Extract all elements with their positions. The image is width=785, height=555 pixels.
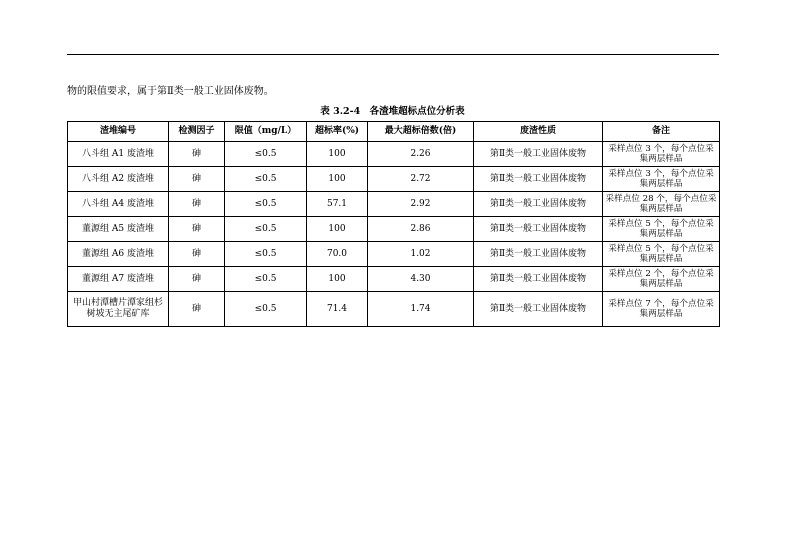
remark-cell: 采样点位 3 个，每个点位采集两层样品 [603,142,720,167]
limit-cell: ≤0.5 [225,267,307,292]
column-header: 超标率(%) [307,122,368,142]
remark-cell: 采样点位 3 个，每个点位采集两层样品 [603,167,720,192]
factor-cell: 砷 [169,242,225,267]
table-row [68,242,720,267]
waste-type-cell: 第Ⅱ类一般工业固体废物 [474,292,603,327]
max-multiple-cell: 2.92 [368,192,474,217]
column-header: 渣堆编号 [68,122,169,142]
limit-cell: ≤0.5 [225,167,307,192]
column-header: 最大超标倍数(倍) [368,122,474,142]
table-row [68,267,720,292]
factor-cell: 砷 [169,292,225,327]
remark-cell: 采样点位 2 个，每个点位采集两层样品 [603,267,720,292]
max-multiple-cell: 1.02 [368,242,474,267]
factor-cell: 砷 [169,167,225,192]
remark-cell: 采样点位 7 个，每个点位采集两层样品 [603,292,720,327]
table-row [68,217,720,242]
pile-id-cell: 八斗组 A2 废渣堆 [68,167,169,192]
exceedance-rate-cell: 70.0 [307,242,368,267]
column-header: 废渣性质 [474,122,603,142]
limit-cell: ≤0.5 [225,242,307,267]
pile-id-cell: 八斗组 A1 废渣堆 [68,142,169,167]
max-multiple-cell: 4.30 [368,267,474,292]
column-header: 备注 [603,122,720,142]
table-row [68,192,720,217]
max-multiple-cell: 2.72 [368,167,474,192]
pile-id-cell: 董源组 A7 废渣堆 [68,267,169,292]
table-row [68,292,720,327]
exceedance-rate-cell: 100 [307,267,368,292]
pile-id-cell: 八斗组 A4 废渣堆 [68,192,169,217]
factor-cell: 砷 [169,142,225,167]
remark-cell: 采样点位 5 个，每个点位采集两层样品 [603,242,720,267]
exceedance-rate-cell: 100 [307,217,368,242]
column-header: 限值（mg/L） [225,122,307,142]
waste-type-cell: 第Ⅱ类一般工业固体废物 [474,192,603,217]
max-multiple-cell: 1.74 [368,292,474,327]
table-header-row [68,122,720,142]
remark-cell: 采样点位 5 个，每个点位采集两层样品 [603,217,720,242]
exceedance-rate-cell: 57.1 [307,192,368,217]
limit-cell: ≤0.5 [225,292,307,327]
pile-id-cell: 甲山村潭槽片潭家组杉树坡无主尾矿库 [68,292,169,327]
max-multiple-cell: 2.86 [368,217,474,242]
exceedance-rate-cell: 71.4 [307,292,368,327]
factor-cell: 砷 [169,192,225,217]
factor-cell: 砷 [169,267,225,292]
waste-type-cell: 第Ⅱ类一般工业固体废物 [474,142,603,167]
waste-type-cell: 第Ⅱ类一般工业固体废物 [474,242,603,267]
exceedance-rate-cell: 100 [307,142,368,167]
waste-type-cell: 第Ⅱ类一般工业固体废物 [474,167,603,192]
waste-type-cell: 第Ⅱ类一般工业固体废物 [474,217,603,242]
header-rule [67,54,719,55]
max-multiple-cell: 2.26 [368,142,474,167]
intro-paragraph: 物的限值要求，属于第Ⅱ类一般工业固体废物。 [67,86,274,97]
limit-cell: ≤0.5 [225,217,307,242]
table-row [68,167,720,192]
table-caption: 表 3.2-4 各渣堆超标点位分析表 [320,106,465,117]
column-header: 检测因子 [169,122,225,142]
exceedance-table [67,121,720,327]
pile-id-cell: 董源组 A5 废渣堆 [68,217,169,242]
waste-type-cell: 第Ⅱ类一般工业固体废物 [474,267,603,292]
exceedance-rate-cell: 100 [307,167,368,192]
pile-id-cell: 董源组 A6 废渣堆 [68,242,169,267]
table-row [68,142,720,167]
limit-cell: ≤0.5 [225,142,307,167]
remark-cell: 采样点位 28 个，每个点位采集两层样品 [603,192,720,217]
limit-cell: ≤0.5 [225,192,307,217]
factor-cell: 砷 [169,217,225,242]
